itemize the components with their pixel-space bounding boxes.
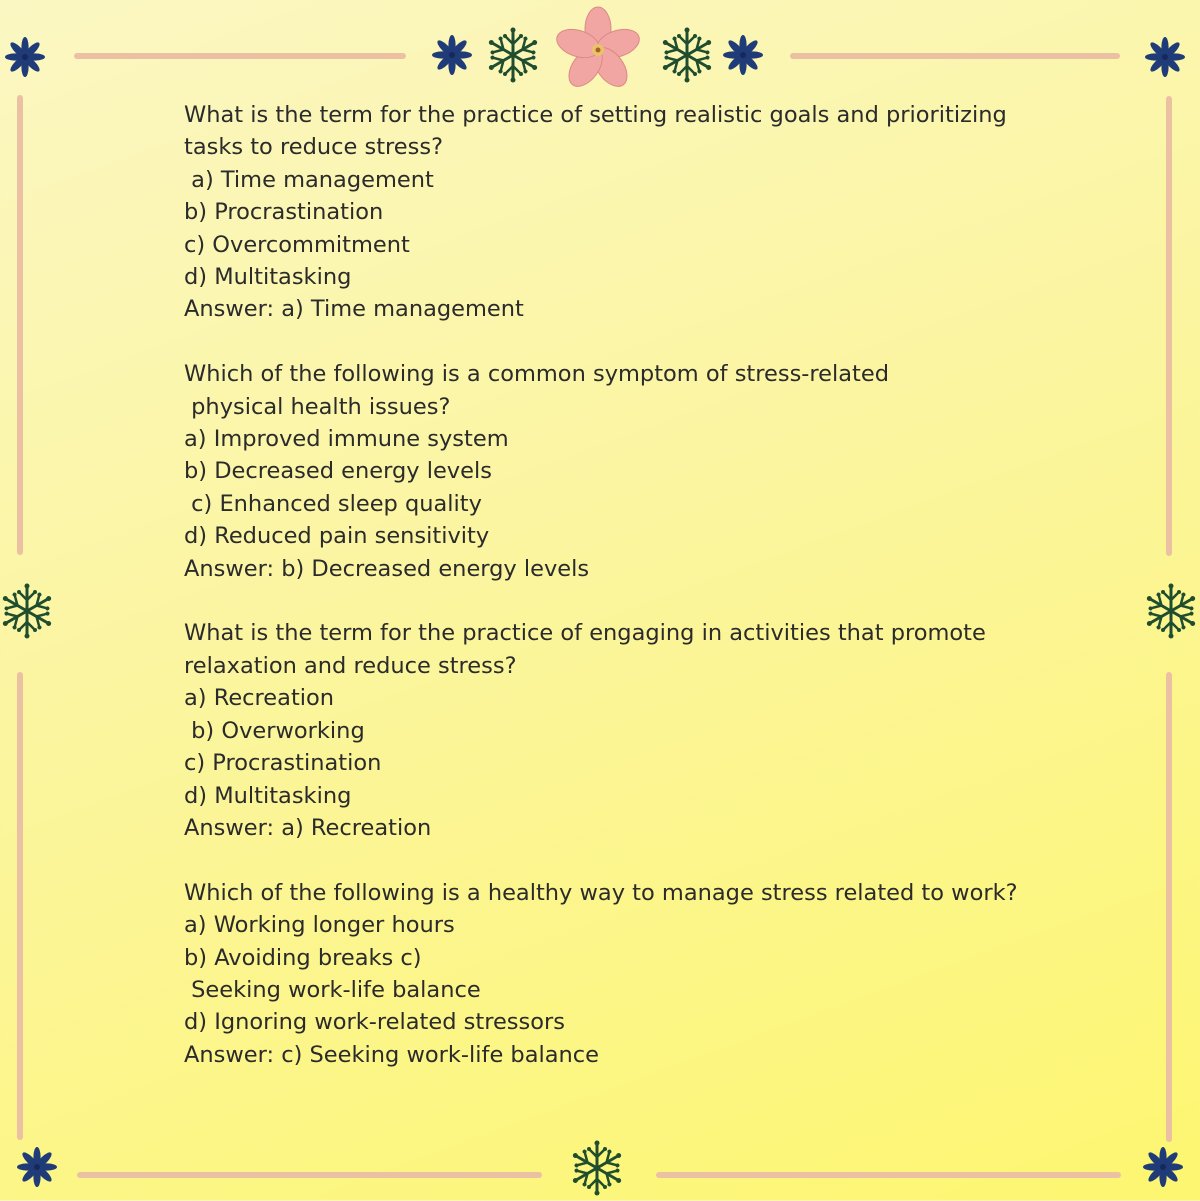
question-text: Which of the following is a common symptom of stress-related	[184, 361, 890, 388]
fern-snowflake-icon	[564, 1135, 630, 1201]
question-block-2	[184, 358, 1084, 585]
blue-star-icon	[0, 32, 50, 82]
option-a: a) Recreation	[184, 685, 335, 712]
question-text: relaxation and reduce stress?	[184, 652, 517, 679]
blue-star-icon	[718, 30, 768, 80]
border-top-right	[790, 53, 1120, 59]
pink-flower-icon	[548, 0, 648, 100]
question-block-3	[184, 617, 1084, 844]
border-right-bottom	[1166, 672, 1172, 1142]
border-left-top	[17, 95, 23, 555]
option-d: d) Multitasking	[184, 782, 352, 809]
fern-snowflake-icon	[1138, 578, 1200, 644]
answer-text: Answer: a) Time management	[184, 296, 524, 323]
option-c: c) Procrastination	[184, 750, 382, 777]
option-b: b) Procrastination	[184, 199, 384, 226]
fern-snowflake-icon	[480, 22, 546, 88]
answer-text: Answer: a) Recreation	[184, 814, 432, 841]
option-b: b) Decreased energy levels	[184, 458, 492, 485]
question-text: What is the term for the practice of engaging in activities that promote	[184, 620, 986, 647]
question-text: physical health issues?	[184, 393, 451, 420]
question-text: What is the term for the practice of setting realistic goals and prioritizing	[184, 102, 1007, 128]
option-c: Seeking work-life balance	[184, 976, 481, 1003]
blue-star-icon	[427, 30, 477, 80]
answer-text: Answer: b) Decreased energy levels	[184, 555, 590, 582]
option-c: c) Overcommitment	[184, 231, 410, 258]
option-b: b) Overworking	[184, 717, 365, 744]
option-c: c) Enhanced sleep quality	[184, 490, 482, 517]
blue-star-icon	[1138, 1142, 1188, 1192]
border-left-bottom	[17, 672, 23, 1140]
question-text: Which of the following is a healthy way to manage stress related to work?	[184, 879, 1018, 906]
blue-star-icon	[1140, 32, 1190, 82]
question-text: tasks to reduce stress?	[184, 134, 444, 161]
option-a: a) Time management	[184, 166, 434, 193]
option-b: b) Avoiding breaks c)	[184, 944, 422, 971]
question-block-4	[184, 877, 1084, 1071]
border-right-top	[1166, 96, 1172, 556]
fern-snowflake-icon	[0, 578, 60, 644]
border-bottom-left	[77, 1172, 542, 1178]
border-top-left	[74, 53, 406, 59]
option-d: d) Reduced pain sensitivity	[184, 523, 490, 550]
option-d: d) Ignoring work-related stressors	[184, 1009, 565, 1036]
border-bottom-right	[656, 1172, 1121, 1178]
option-d: d) Multitasking	[184, 264, 352, 291]
fern-snowflake-icon	[654, 22, 720, 88]
question-block-1	[184, 99, 1084, 326]
quiz-content	[184, 99, 1084, 1104]
option-a: a) Improved immune system	[184, 426, 509, 453]
answer-text: Answer: c) Seeking work-life balance	[184, 1041, 600, 1068]
blue-star-icon	[12, 1142, 62, 1192]
option-a: a) Working longer hours	[184, 912, 455, 939]
